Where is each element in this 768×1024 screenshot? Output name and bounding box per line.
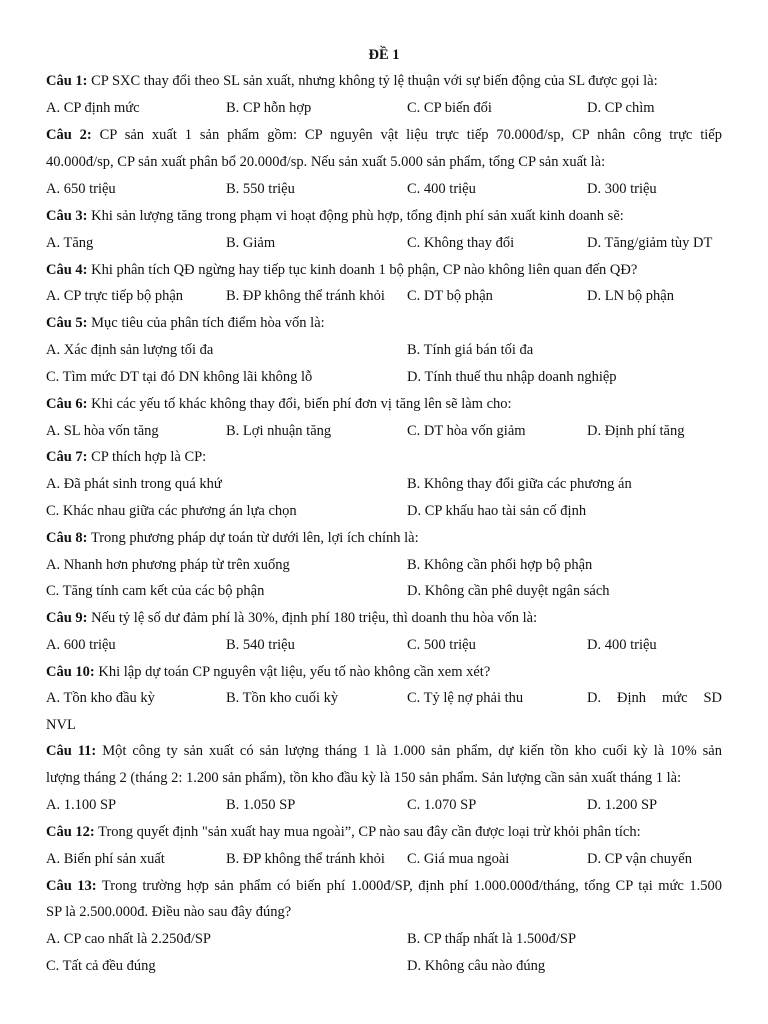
question-8-options-row1 — [46, 557, 722, 577]
option-a: A. 1.100 SP — [46, 797, 117, 813]
option-a: A. CP trực tiếp bộ phận — [46, 288, 183, 304]
question-1 — [46, 73, 722, 90]
option-b: B. Không thay đổi giữa các phương án — [407, 476, 632, 492]
option-a: A. CP cao nhất là 2.250đ/SP — [46, 931, 212, 947]
option-c: C. 500 triệu — [407, 637, 476, 653]
question-2 — [46, 127, 722, 144]
question-number: Câu 5: — [46, 315, 88, 331]
option-a: A. Biến phí sản xuất — [46, 851, 165, 867]
option-a: A. Nhanh hơn phương pháp từ trên xuống — [46, 557, 290, 573]
question-5 — [46, 315, 722, 332]
question-text-line1: Trong trường hợp sản phẩm có biến phí 1.000đ/SP, định phí 1.000.000đ/tháng, tổng CP tại mức 1.500 — [96, 878, 722, 894]
option-c: C. Tăng tính cam kết của các bộ phận — [46, 583, 265, 599]
question-text: CP SXC thay đổi theo SL sản xuất, nhưng không tỷ lệ thuận với sự biến động của SL được gọi là: — [87, 73, 658, 89]
question-13-options-row1 — [46, 931, 722, 951]
option-c: C. CP biến đổi — [407, 100, 492, 116]
question-number: Câu 1: — [46, 73, 88, 89]
question-number: Câu 3: — [46, 208, 88, 224]
question-number: Câu 6: — [46, 396, 88, 412]
option-d: D. Tính thuế thu nhập doanh nghiệp — [407, 369, 617, 385]
question-number: Câu 10: — [46, 664, 95, 680]
question-10-options — [46, 690, 722, 710]
option-b: B. ĐP không thể tránh khỏi — [226, 288, 385, 304]
option-c: C. DT bộ phận — [407, 288, 493, 304]
option-d: D. Định mức SD — [587, 690, 722, 706]
option-d: D. Định phí tăng — [587, 423, 685, 439]
option-b: B. Tính giá bán tối đa — [407, 342, 534, 358]
option-c: C. Tỷ lệ nợ phải thu — [407, 690, 524, 706]
question-number: Câu 8: — [46, 530, 88, 546]
question-text: Trong phương pháp dự toán từ dưới lên, lợi ích chính là: — [87, 530, 419, 546]
option-b: B. 550 triệu — [226, 181, 295, 197]
question-9 — [46, 610, 722, 627]
question-number: Câu 11: — [46, 743, 97, 759]
question-12-options — [46, 851, 722, 871]
question-text: Khi các yếu tố khác không thay đổi, biến phí đơn vị tăng lên sẽ làm cho: — [87, 396, 512, 412]
question-number: Câu 13: — [46, 878, 97, 894]
option-c: C. Không thay đổi — [407, 235, 515, 251]
question-2-options — [46, 181, 722, 201]
option-b: B. Giảm — [226, 235, 276, 251]
question-text-line1: Một công ty sản xuất có sản lượng tháng 1 là 1.000 sản phẩm, dự kiến tồn kho cuối kỳ là 10% sản — [96, 743, 722, 759]
option-b: B. CP hỗn hợp — [226, 100, 312, 116]
question-3 — [46, 208, 722, 225]
question-10-option-d-wrap: NVL — [46, 717, 76, 733]
question-8 — [46, 530, 722, 547]
option-d: D. Tăng/giảm tùy DT — [587, 235, 713, 251]
option-d: D. Không câu nào đúng — [407, 958, 546, 974]
question-text: Khi lập dự toán CP nguyên vật liệu, yếu tố nào không cần xem xét? — [94, 664, 491, 680]
question-13 — [46, 878, 722, 895]
option-c: C. 400 triệu — [407, 181, 476, 197]
question-6-options — [46, 423, 722, 443]
question-text: Mục tiêu của phân tích điểm hòa vốn là: — [87, 315, 325, 331]
option-c: C. Khác nhau giữa các phương án lựa chọn — [46, 503, 297, 519]
option-a: A. SL hòa vốn tăng — [46, 423, 159, 439]
question-number: Câu 7: — [46, 449, 88, 465]
option-b: B. Tồn kho cuối kỳ — [226, 690, 339, 706]
question-1-options — [46, 100, 722, 120]
option-d: D. CP vận chuyển — [587, 851, 692, 867]
question-number: Câu 2: — [46, 127, 92, 143]
question-4-options — [46, 288, 722, 308]
question-7-options-row1 — [46, 476, 722, 496]
question-13-line2: SP là 2.500.000đ. Điều nào sau đây đúng? — [46, 904, 292, 920]
question-8-options-row2 — [46, 583, 722, 603]
option-d: D. CP chìm — [587, 100, 655, 116]
question-text-line1: CP sản xuất 1 sản phẩm gồm: CP nguyên vật liệu trực tiếp 70.000đ/sp, CP nhân công trực tiếp — [91, 127, 722, 143]
question-3-options — [46, 235, 722, 255]
option-c: C. Tìm mức DT tại đó DN không lãi không lỗ — [46, 369, 313, 385]
option-d: D. 300 triệu — [587, 181, 657, 197]
question-number: Câu 12: — [46, 824, 95, 840]
question-11 — [46, 743, 722, 760]
question-11-line2: lượng tháng 2 (tháng 2: 1.200 sản phẩm), tồn kho đầu kỳ là 150 sản phẩm. Sản lượng cần sản xuất tháng 1 là: — [46, 770, 682, 786]
question-text: Trong quyết định "sản xuất hay mua ngoài”, CP nào sau đây cần được loại trừ khỏi phân tích: — [94, 824, 641, 840]
option-c: C. 1.070 SP — [407, 797, 477, 813]
option-a: A. Xác định sản lượng tối đa — [46, 342, 214, 358]
option-d: D. LN bộ phận — [587, 288, 674, 304]
option-c: C. DT hòa vốn giảm — [407, 423, 526, 439]
question-13-options-row2 — [46, 958, 722, 978]
question-text: Khi sản lượng tăng trong phạm vi hoạt động phù hợp, tổng định phí sản xuất kinh doanh sẽ: — [87, 208, 624, 224]
question-number: Câu 9: — [46, 610, 88, 626]
question-5-options-row2 — [46, 369, 722, 389]
option-b: B. 1.050 SP — [226, 797, 296, 813]
question-text: Nếu tỷ lệ số dư đảm phí là 30%, định phí 180 triệu, thì doanh thu hòa vốn là: — [87, 610, 538, 626]
option-a: A. Tồn kho đầu kỳ — [46, 690, 155, 706]
question-text: CP thích hợp là CP: — [87, 449, 207, 465]
option-a: A. Đã phát sinh trong quá khứ — [46, 476, 222, 492]
option-d: D. 1.200 SP — [587, 797, 658, 813]
option-b: B. Không cần phối hợp bộ phận — [407, 557, 593, 573]
option-b: B. CP thấp nhất là 1.500đ/SP — [407, 931, 577, 947]
option-b: B. 540 triệu — [226, 637, 295, 653]
question-7 — [46, 449, 722, 466]
option-d: D. CP khấu hao tài sản cố định — [407, 503, 587, 519]
option-d: D. Không cần phê duyệt ngân sách — [407, 583, 610, 599]
question-4 — [46, 262, 722, 279]
option-d: D. 400 triệu — [587, 637, 657, 653]
question-2-line2: 40.000đ/sp, CP sản xuất phân bổ 20.000đ/sp. Nếu sản xuất 5.000 sản phẩm, tổng CP sản xuất là: — [46, 154, 606, 170]
question-10 — [46, 664, 722, 681]
option-a: A. CP định mức — [46, 100, 140, 116]
option-c: C. Tất cả đều đúng — [46, 958, 156, 974]
option-a: A. 650 triệu — [46, 181, 116, 197]
question-12 — [46, 824, 722, 841]
question-text: Khi phân tích QĐ ngừng hay tiếp tục kinh doanh 1 bộ phận, CP nào không liên quan đến QĐ? — [87, 262, 638, 278]
option-c: C. Giá mua ngoài — [407, 851, 510, 867]
question-9-options — [46, 637, 722, 657]
question-5-options-row1 — [46, 342, 722, 362]
question-6 — [46, 396, 722, 413]
question-number: Câu 4: — [46, 262, 88, 278]
question-11-options — [46, 797, 722, 817]
option-a: A. 600 triệu — [46, 637, 116, 653]
option-b: B. ĐP không thể tránh khỏi — [226, 851, 385, 867]
option-a: A. Tăng — [46, 235, 94, 251]
question-7-options-row2 — [46, 503, 722, 523]
exam-title: ĐỀ 1 — [368, 47, 400, 63]
option-b: B. Lợi nhuận tăng — [226, 423, 332, 439]
